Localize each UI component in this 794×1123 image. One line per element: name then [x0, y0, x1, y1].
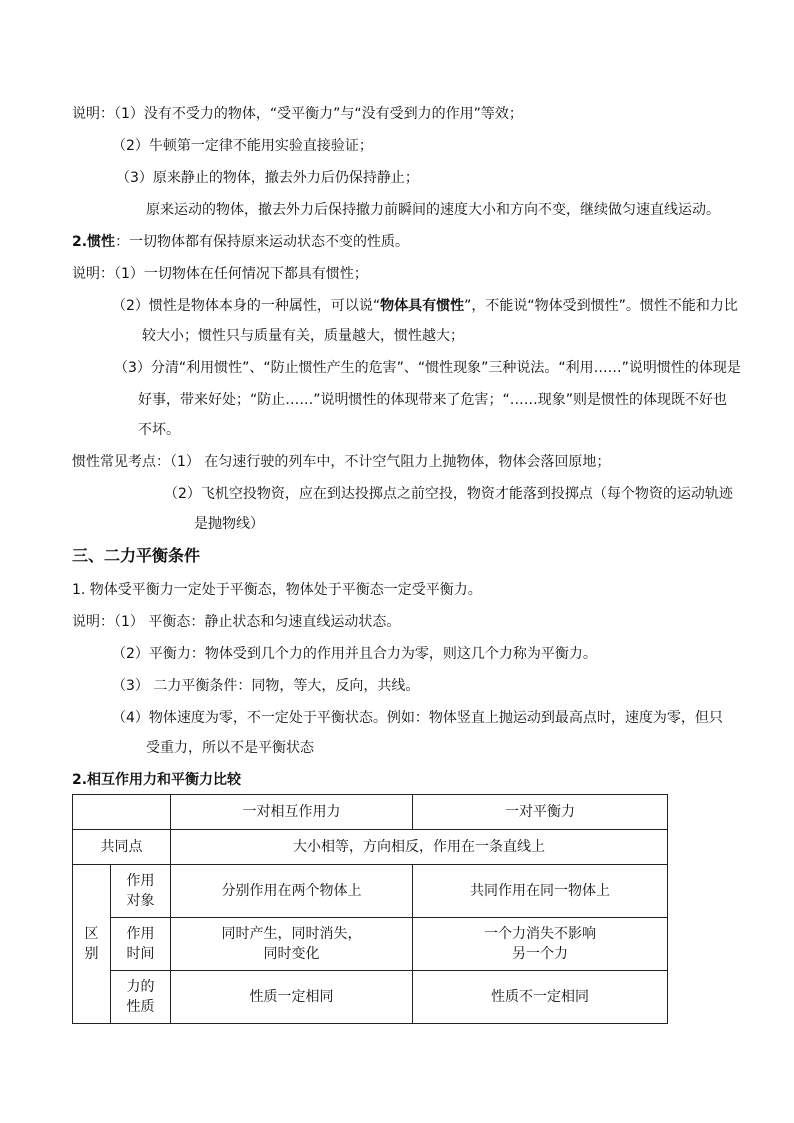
inertia-exam-1: 惯性常见考点：（1） 在匀速行驶的列车中，不计空气阻力上抛物体，物体会落回原地； [72, 454, 611, 470]
table-header-row [73, 795, 668, 830]
label-line: 作用 [126, 926, 155, 942]
inertia-def: ：一切物体都有保持原来运动状态不变的性质。 [115, 234, 410, 250]
cell-line: 分别作用在两个物体上 [221, 883, 362, 899]
inertia-note-3a: （3）分清“利用惯性”、“防止惯性产生的危害”、“惯性现象”三种说法。“利用……”说明惯性的体现是 [114, 360, 741, 376]
inertia-exam-2a: （2）飞机空投物资，应在到达投掷点之前空投，物资才能落到投掷点（每个物资的运动轨迹 [164, 486, 733, 502]
label-line: 区 [84, 926, 99, 942]
inertia-definition [72, 232, 409, 252]
section-s2: （2）平衡力：物体受到几个力的作用并且合力为零，则这几个力称为平衡力。 [112, 646, 597, 662]
label-line: 力的 [126, 979, 155, 995]
inertia-exam-2b: 是抛物线） [194, 516, 264, 532]
cell-balanced-target [413, 865, 668, 918]
cell-line: 同时变化 [263, 946, 320, 962]
inertia-note-1: 说明：（1）一切物体在任何情况下都具有惯性； [72, 266, 368, 282]
row-label-target [111, 865, 171, 918]
cell-line: 同时产生，同时消失， [221, 926, 362, 942]
text-fragment: ”，不能说“物体受到惯性”。惯性不能和力比 [464, 298, 738, 314]
cell-balanced-nature [413, 971, 668, 1024]
note-line-3: （3）原来静止的物体，撤去外力后仍保持静止； [116, 170, 419, 186]
inertia-note-2a [112, 296, 738, 316]
header-interaction-force: 一对相互作用力 [171, 795, 413, 830]
note-line-4: 原来运动的物体，撤去外力后保持撤力前瞬间的速度大小和方向不变，继续做匀速直线运动。 [146, 202, 720, 218]
note-line-1: 说明：（1）没有不受力的物体，“受平衡力”与“没有受到力的作用”等效； [72, 106, 523, 122]
cell-interaction-target [171, 865, 413, 918]
cell-line: 共同作用在同一物体上 [470, 883, 610, 899]
inertia-note-3b: 好事，带来好处；“防止……”说明惯性的体现带来了危害；“……现象”则是惯性的体现既不好也 [138, 392, 728, 408]
inertia-note-2b: 较大小；惯性只与质量有关，质量越大，惯性越大； [142, 328, 464, 344]
inertia-title: 2.惯性 [72, 234, 116, 250]
cell-line: 性质一定相同 [249, 989, 334, 1005]
cell-interaction-nature [171, 971, 413, 1024]
table-row-common [73, 830, 668, 865]
cell-interaction-time [171, 918, 413, 971]
section-s4a: （4）物体速度为零，不一定处于平衡状态。例如：物体竖直上抛运动到最高点时，速度为零，但只 [112, 710, 723, 726]
common-label: 共同点 [73, 830, 171, 865]
emphasis-text: 物体具有惯性 [380, 298, 465, 314]
label-line: 别 [84, 946, 99, 962]
table-corner-cell [73, 795, 171, 830]
label-line: 对象 [126, 893, 155, 909]
note-line-2: （2）牛顿第一定律不能用实验直接验证； [112, 138, 373, 154]
row-label-nature [111, 971, 171, 1024]
text-fragment: （2）惯性是物体本身的一种属性，可以说“ [112, 298, 381, 314]
section-s1: 说明：（1） 平衡态：静止状态和匀速直线运动状态。 [72, 614, 401, 630]
cell-line: 性质不一定相同 [491, 989, 589, 1005]
section-s3: （3） 二力平衡条件：同物，等大，反向，共线。 [112, 678, 420, 694]
common-value: 大小相等，方向相反，作用在一条直线上 [171, 830, 668, 865]
table-title: 2.相互作用力和平衡力比较 [72, 772, 242, 788]
label-line: 性质 [126, 999, 155, 1015]
cell-balanced-time [413, 918, 668, 971]
row-label-time [111, 918, 171, 971]
cell-line: 一个力消失不影响 [484, 926, 596, 942]
label-line: 作用 [126, 873, 155, 889]
label-line: 时间 [126, 946, 155, 962]
table-row [73, 918, 668, 971]
comparison-table [72, 794, 668, 1024]
header-balanced-force: 一对平衡力 [413, 795, 668, 830]
table-row [73, 865, 668, 918]
section-s4b: 受重力，所以不是平衡状态 [146, 740, 314, 756]
inertia-note-3c: 不坏。 [138, 422, 180, 438]
section-heading: 三、二力平衡条件 [72, 546, 201, 565]
table-row [73, 971, 668, 1024]
cell-line: 另一个力 [512, 946, 568, 962]
difference-label [73, 865, 111, 1024]
section-p1: 1. 物体受平衡力一定处于平衡态，物体处于平衡态一定受平衡力。 [72, 582, 482, 598]
